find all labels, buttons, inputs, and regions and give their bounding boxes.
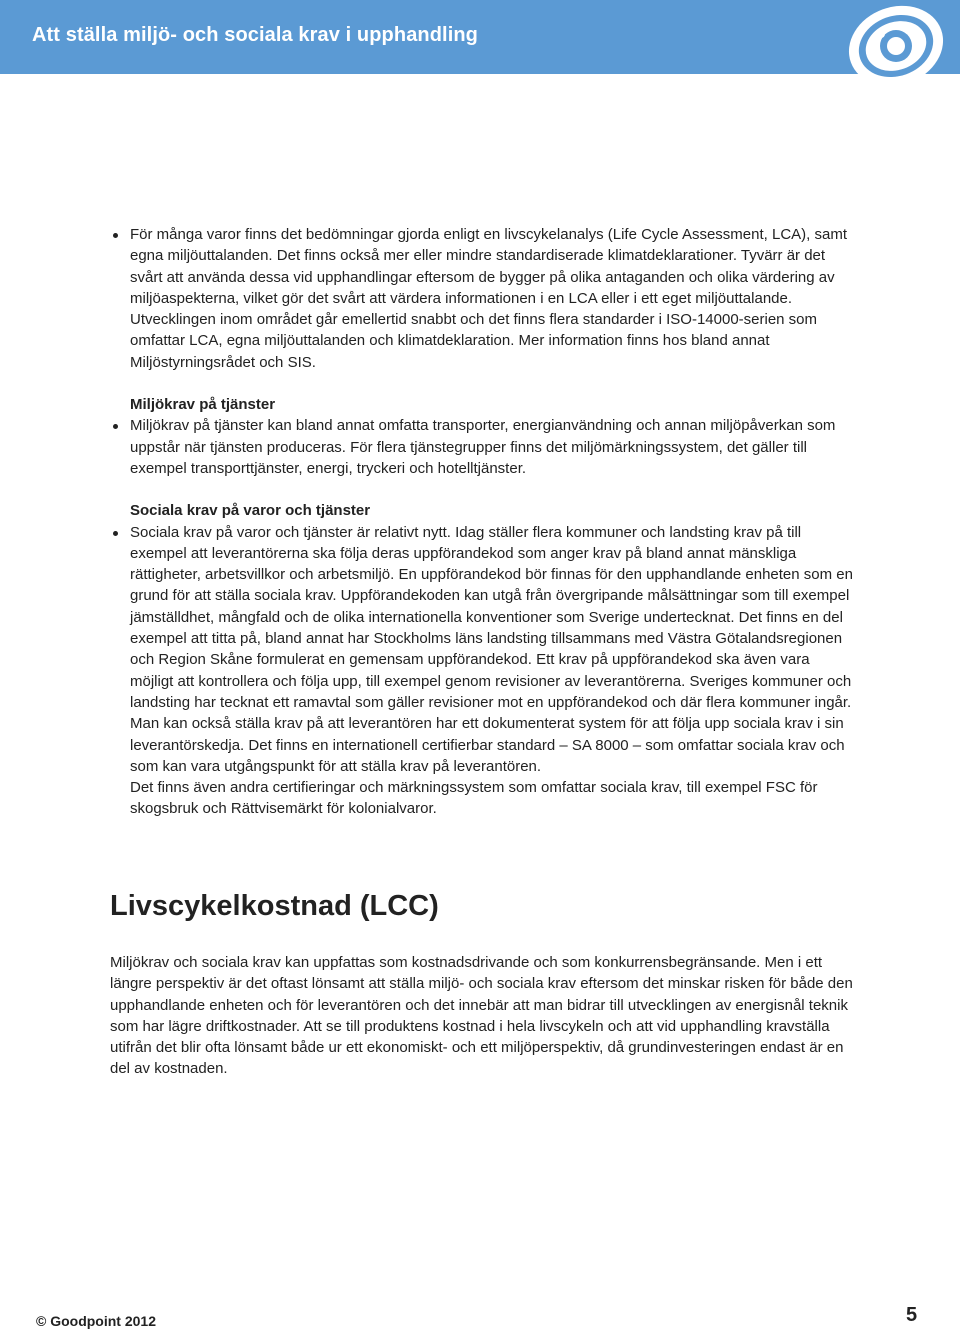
- lcc-paragraph: Miljökrav och sociala krav kan uppfattas som kostnadsdrivande och som konkurrensbegränsande. Men i ett längre perspektiv är det oftast lönsamt att ställa miljö- och sociala krav eftersom det minskar risken för både den upphandlande enheten och för leverantören och det innebär att man bidrar till utvecklingen av energisnål teknik som har lägre driftkostnader. Att se till produktens kostnad i hela livscykeln och att vid upphandling kravställa utifrån det blir ofta lönsamt både ur ett ekonomiskt- och ett miljöperspektiv, då grundinvesteringen endast är en del av kostnaden.: [110, 954, 853, 1078]
- social-extra-paragraph: Det finns även andra certifieringar och märkningssystem som omfattar sociala krav, till exempel FSC för skogsbruk och Rättvisemärkt för kolonialvaror.: [130, 779, 818, 818]
- social-paragraph: Sociala krav på varor och tjänster är relativt nytt. Idag ställer flera kommuner och landsting krav på till exempel att leverantörerna ska följa deras uppförandekod som anger krav på bland annat mänskliga rättigheter, arbetsvillkor och arbetsmiljö. En uppförandekod bör finnas för den upphandlande enheten som en grund för att ställa sociala krav. Uppförandekoden kan utgå från övergripande målsättningar som till exempel jämställdhet, mångfald och de olika internationella konventioner som Sverige undertecknat. Det finns en del exempel att titta på, bland annat har Stockholms läns landsting tillsammans med Västra Götalandsregionen och Region Skåne formulerat en gemensam uppförandekod. Ett krav på uppförandekod ska även vara möjligt att kontrollera och följa upp, till exempel genom revisioner av leverantörerna. Sveriges kommuner och landsting har tecknat ett ramavtal som gäller revisioner mot en uppförandekod och där flera kommuner ingår. Man kan också ställa krav på att leverantören har ett dokumenterat system för att följa upp sociala krav i sin leverantörskedja. Det finns en internationell certifierbar standard – SA 8000 – som omfattar sociala krav och som kan vara utgångspunkt för att ställa krav på leverantören.: [110, 522, 855, 778]
- services-paragraph: Miljökrav på tjänster kan bland annat omfatta transporter, energianvändning och annan miljöpåverkan som uppstår när tjänsten produceras. För flera tjänstegrupper finns det miljömärkningssystem, det gäller till exempel transporttjänster, energi, tryckeri och hotelltjänster.: [110, 415, 855, 479]
- page-header: [0, 0, 960, 74]
- social-heading: Sociala krav på varor och tjänster: [130, 502, 371, 520]
- services-heading: Miljökrav på tjänster: [130, 396, 276, 414]
- page-number: 5: [906, 1304, 918, 1326]
- goodpoint-logo-icon: [838, 0, 960, 96]
- lcc-section: [110, 952, 855, 1080]
- footer-copyright: © Goodpoint 2012: [36, 1313, 156, 1329]
- main-content: [110, 224, 855, 820]
- header-title: Att ställa miljö- och sociala krav i upphandling: [32, 24, 478, 46]
- lcc-heading: Livscykelkostnad (LCC): [110, 890, 439, 922]
- lca-paragraph: För många varor finns det bedömningar gjorda enligt en livscykelanalys (Life Cycle Assessment, LCA), samt egna miljöuttalanden. Det finns också mer eller mindre standardiserade klimatdeklarationer. Tyvärr är det svårt att använda dessa vid upphandlingar eftersom de bygger på olika antaganden och olika värdering av miljöaspekterna, vilket gör det svårt att värdera informationen i en LCA eller i ett eget miljöuttalande. Utvecklingen inom området går emellertid snabbt och det finns flera standarder i ISO-14000-serien som omfattar LCA, egna miljöuttalanden och klimatdeklaration. Mer information finns hos bland annat Miljöstyrningsrådet och SIS.: [110, 224, 855, 373]
